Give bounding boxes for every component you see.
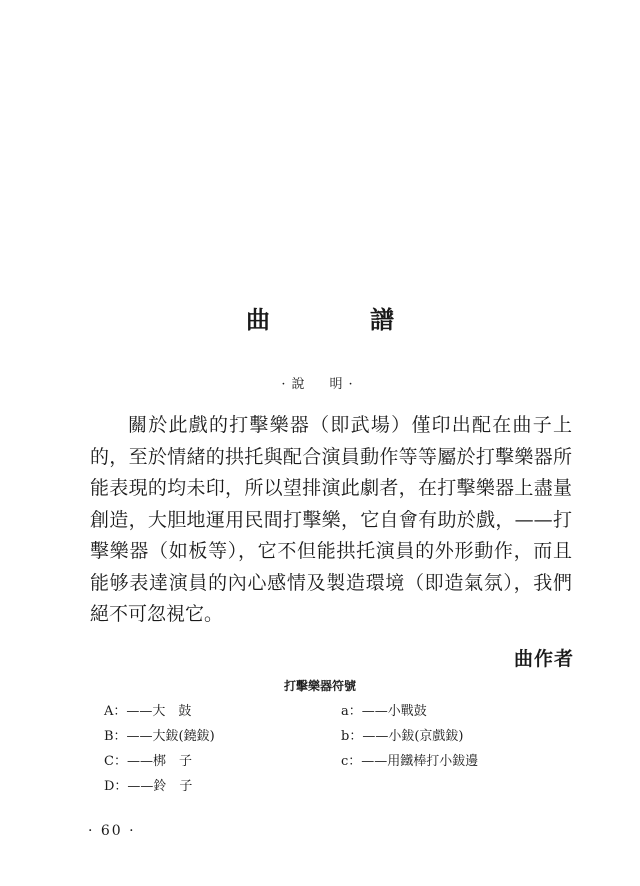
legend-entry: B：——大鈸(鐃鈸) bbox=[104, 729, 215, 744]
legend-entry: A：——大 鼓 bbox=[104, 704, 192, 719]
legend-row bbox=[104, 700, 564, 725]
author-signature: 曲作者 bbox=[513, 648, 574, 670]
legend-row bbox=[104, 775, 564, 800]
body-paragraph: 關於此戲的打擊樂器（即武場）僅印出配在曲子上的，至於情緒的拱托與配合演員動作等等屬於打擊樂器所能表現的均未印，所以望排演此劇者，在打擊樂器上盡量創造，大胆地運用民間打擊樂，它自會有助於戲，——打擊樂器（如板等），它不但能拱托演員的外形動作，而且能够表達演員的內心感情及製造環境（即造氣氛），我們絕不可忽視它。 bbox=[90, 414, 572, 625]
legend-row bbox=[104, 725, 564, 750]
legend-entry: C：——梆 子 bbox=[104, 754, 192, 769]
legend-row bbox=[104, 750, 564, 775]
page-number: · 60 · bbox=[88, 823, 136, 839]
legend-entry: D：——鈴 子 bbox=[104, 779, 193, 794]
legend-entry: a：——小戰鼓 bbox=[341, 704, 427, 719]
subtitle: ·說 明· bbox=[281, 377, 359, 392]
legend-title: 打擊樂器符號 bbox=[283, 679, 356, 693]
legend-grid bbox=[104, 700, 564, 800]
page-title: 曲 譜 bbox=[246, 305, 432, 334]
legend-entry: b：——小鈸(京戲鈸) bbox=[341, 729, 464, 744]
legend-entry: c：——用鐵棒打小鈸邊 bbox=[341, 754, 479, 769]
